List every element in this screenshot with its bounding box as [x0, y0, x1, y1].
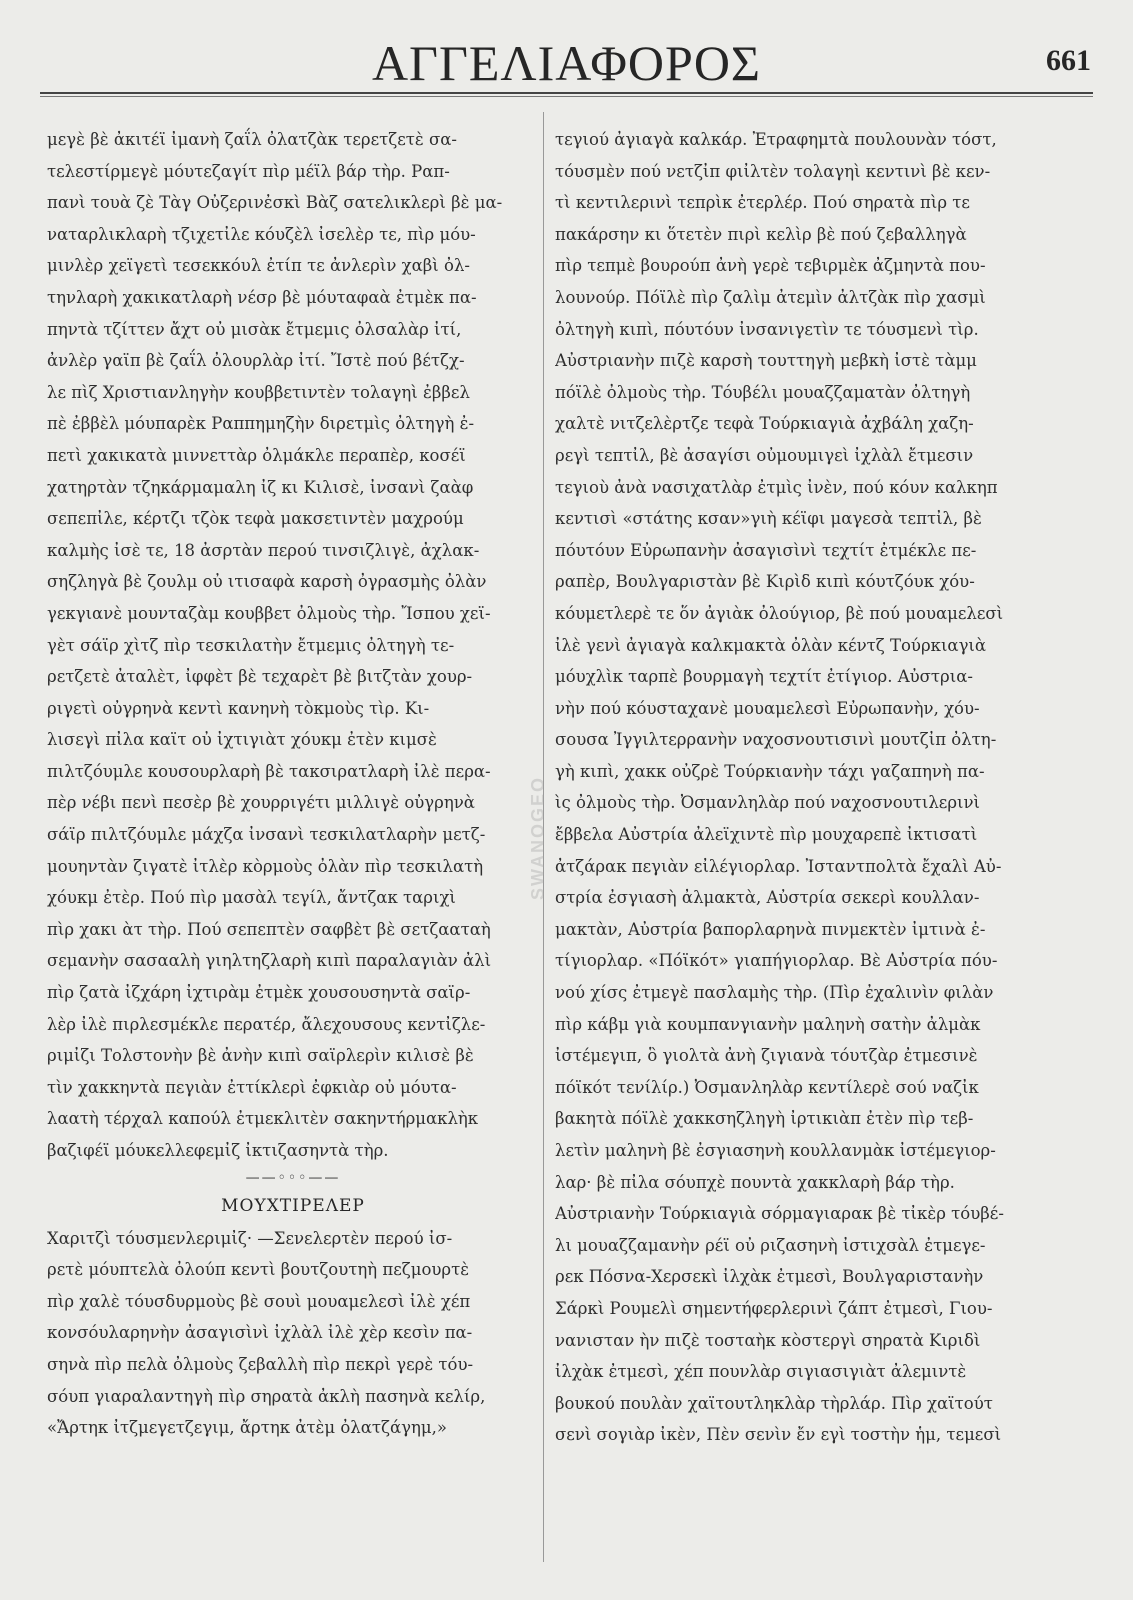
- text-line: πόυτόυν Εὐρωπανὴν ἀσαγισὶνὶ τεχτίτ ἐτμέκλε πε-: [555, 540, 977, 560]
- text-line: σόυπ γιαραλαντηγὴ πὶρ σηρατὰ ἀκλὴ πασηνὰ κελίρ,: [47, 1386, 486, 1406]
- text-line: Αὐστριανὴν Τούρκιαγιὰ σόρμαγιαρακ βὲ τἰκὲρ τόυβέ-: [555, 1204, 1004, 1224]
- text-line: μινλὲρ χεϊγετὶ τεσεκκόυλ ἐτίπ τε ἀνλερὶν χαβὶ ὀλ-: [47, 256, 470, 276]
- text-line: πετὶ χακικατὰ μιννεττὰρ ὀλμάκλε περαπὲρ, κοσέϊ: [47, 445, 466, 465]
- text-line: τεγιοὺ ἀνὰ νασιχατλὰρ ἐτμὶς ἰνὲν, πού κόυν καλκηπ: [555, 477, 998, 497]
- text-line: λι μουαζζαμανὴν ρέϊ οὐ ριζασηνὴ ἰστιχσὰλ ἐτμεγε-: [555, 1235, 986, 1255]
- text-line: πόϊκότ τενίλίρ.) Ὀσμανληλὰρ κεντίλερὲ σού ναζἰκ: [555, 1077, 979, 1097]
- header-rule: [40, 92, 1093, 97]
- text-line: κόυμετλερὲ τε ὅν ἀγιὰκ ὀλούγιορ, βὲ πού μουαμελεσὶ: [555, 603, 1004, 623]
- text-line: τόυσμὲν πού νετζἰπ φιἰλτὲν τολαγηὶ κεντινὶ βὲ κεν-: [555, 161, 991, 181]
- text-line: νὴν πού κόυσταχανὲ μουαμελεσὶ Εὐρωπανὴν, χόυ-: [555, 698, 980, 718]
- archive-watermark: SWANOGEO: [528, 775, 548, 900]
- text-line: σενὶ σογιὰρ ἰκὲν, Πὲν σενὶν ἔν εγὶ τοστὴν ἡμ, τεμεσὶ: [555, 1425, 1002, 1445]
- text-line: λετὶν μαληνὴ βὲ ἐσγιασηνὴ κουλλανμὰκ ἰστέμεγιορ-: [555, 1141, 996, 1160]
- text-line: πὲρ νέβι πενὶ πεσὲρ βὲ χουρριγέτι μιλλιγὲ οὐγρηνὰ: [47, 793, 475, 813]
- text-line: τὶ κεντιλερινὶ τεπρὶκ ἐτερλέρ. Πού σηρατὰ πὶρ τε: [555, 193, 970, 213]
- text-line: κεντισὶ «στάτης κσαν»γιὴ κέϊφι μαγεσὰ τεπτἰλ, βὲ: [555, 509, 982, 529]
- text-line: ἰλχὰκ ἐτμεσὶ, χέπ πουνλὰρ σιγιασιγιὰτ ἀλεμιντὲ: [555, 1362, 967, 1382]
- text-line: Χαριτζὶ τόυσμενλεριμἰζ· —Σενελερτὲν περού ἰσ-: [47, 1228, 453, 1248]
- text-line: λαατὴ τέρχαλ καπούλ ἐτμεκλιτὲν σακηντήρμακλὴκ: [47, 1109, 479, 1129]
- text-line: πὶρ κάβμ γιὰ κουμπανγιανὴν μαληνὴ σατὴν ἀλμὰκ: [555, 1014, 981, 1034]
- text-line: καλμὴς ἰσὲ τε, 18 ἀσρτὰν περού τινσιζλιγὲ, ἀχλακ-: [47, 540, 480, 560]
- text-line: σεμανὴν σασααλὴ γιηλτηζλαρὴ κιπὶ παραλαγιὰν ἀλὶ: [47, 951, 492, 971]
- text-line: λε πὶζ Χριστιανληγὴν κουββετιντὲν τολαγηὶ ἐββελ: [47, 382, 470, 402]
- text-line: ρετζετὲ ἀταλὲτ, ἰφφὲτ βὲ τεχαρὲτ βὲ βιτζτὰν χουρ-: [47, 667, 473, 687]
- text-line: τὶν χακκηντὰ πεγιὰν ἐττίκλερὶ ἐφκιὰρ οὐ μόυτα-: [47, 1077, 457, 1097]
- text-line: χόυκμ ἐτὲρ. Πού πὶρ μασὰλ τεγίλ, ἄντζακ ταριχὶ: [47, 888, 456, 908]
- text-line: ρετὲ μόυπτελὰ ὀλούπ κεντὶ βουτζουτηὴ πεζμουρτὲ: [47, 1260, 470, 1280]
- text-line: τελεστίρμεγὲ μόυτεζαγίτ πὶρ μέϊλ βάρ τὴρ. Ραπ-: [47, 161, 450, 181]
- text-line: πὲ ἐββὲλ μόυπαρὲκ Ραππημηζὴν διρετμὶς ὀλτηγὴ ἐ-: [47, 414, 475, 434]
- text-line: πόϊλὲ ὀλμοὺς τὴρ. Τόυβέλι μουαζζαματὰν ὀλτηγὴ: [555, 382, 971, 402]
- text-line: νού χίσς ἐτμεγὲ πασλαμὴς τὴρ. (Πὶρ ἐχαλινὶν φιλὰν: [555, 983, 994, 1003]
- text-line: πὶρ χαλὲ τόυσδυρμοὺς βὲ σουὶ μουαμελεσὶ ἰλὲ χέπ: [47, 1291, 471, 1311]
- left-column-body: [47, 124, 539, 1167]
- text-line: χαλτὲ νιτζελὲρτζε τεφὰ Τούρκιαγιὰ ἀχβάλη χαζη-: [555, 414, 974, 434]
- text-line: ἀτζάρακ πεγιὰν εἰλέγιορλαρ. Ἰσταντπολτὰ ἔχαλὶ Αὐ-: [555, 856, 1002, 876]
- text-line: πὶρ ζατὰ ἰζχάρη ἰχτιρὰμ ἐτμὲκ χουσουσηντὰ σαϊρ-: [47, 983, 471, 1003]
- text-line: μόυχλὶκ ταρπὲ βουρμαγὴ τεχτίτ ἐτίγιορ. Αὐστρια-: [555, 667, 973, 687]
- text-line: ἰστέμεγιπ, ὃ γιολτὰ ἀνὴ ζιγιανὰ τόυτζὰρ ἐτμεσινὲ: [555, 1046, 978, 1066]
- text-line: πιλτζόυμλε κουσουρλαρὴ βὲ τακσιρατλαρὴ ἰλὲ περα-: [47, 761, 491, 781]
- text-line: Σάρκὶ Ρουμελὶ σημεντήφερλερινὶ ζάπτ ἐτμεσὶ, Γιου-: [555, 1298, 993, 1318]
- text-line: ριγετὶ οὐγρηνὰ κεντὶ κανηνὴ τὸκμοὺς τὶρ. Κι-: [47, 698, 430, 718]
- text-line: σουσα Ἰγγιλτερρανὴν ναχοσνουτισινὶ μουτζἰπ ὀλτη-: [555, 730, 997, 750]
- text-line: ρεγὶ τεπτἰλ, βὲ ἀσαγίσι οὐμουμιγεὶ ἰχλὰλ ἔτμεσιν: [555, 445, 974, 465]
- text-line: πὶρ τεπμὲ βουρούπ ἀνὴ γερὲ τεβιρμὲκ ἀζμηντὰ που-: [555, 256, 986, 276]
- text-line: ἔββελα Αὐστρία ἀλεϊχιντὲ πὶρ μουχαρεπὲ ἰκτισατὶ: [555, 825, 978, 845]
- text-line: ναταρλικλαρὴ τζιχετἰλε κόυζὲλ ἰσελὲρ τε, πὶρ μόυ-: [47, 224, 476, 244]
- section-body: [47, 1223, 539, 1444]
- section-title: ΜΟΥΧΤΙΡΕΛΕΡ: [221, 1195, 365, 1216]
- text-line: σηνὰ πὶρ πελὰ ὀλμοὺς ζεβαλλὴ πὶρ πεκρὶ γερὲ τόυ-: [47, 1354, 474, 1374]
- text-line: πακάρσην κι ὅτετὲν πιρὶ κελὶρ βὲ πού ζεβαλληγὰ: [555, 224, 967, 244]
- text-line: τίγιορλαρ. «Πόϊκότ» γιαπήγιορλαρ. Βὲ Αὐστρία πόυ-: [555, 951, 998, 971]
- text-line: γὲτ σάϊρ χὶτζ πὶρ τεσκιλατὴν ἔτμεμις ὀλτηγὴ τε-: [47, 635, 455, 655]
- text-line: κονσόυλαρηνὴν ἀσαγισὶνὶ ἰχλὰλ ἰλὲ χὲρ κεσὶν πα-: [47, 1323, 473, 1343]
- text-line: ἰλὲ γενὶ ἀγιαγὰ καλκμακτὰ ὀλὰν κέντζ Τούρκιαγιὰ: [555, 635, 987, 655]
- text-line: ραπὲρ, Βουλγαριστὰν βὲ Κιρὶδ κιπὶ κόυτζόυκ χόυ-: [555, 572, 975, 592]
- text-line: πὶρ χακι ὰτ τὴρ. Πού σεπεπτὲν σαφβὲτ βὲ σετζααταὴ: [47, 919, 491, 939]
- section-ornament: ——◦◦◦——: [245, 1169, 341, 1186]
- text-line: σηζληγὰ βὲ ζουλμ οὐ ιτισαφὰ καρσὴ ὀγρασμὴς ὀλὰν: [47, 572, 487, 592]
- text-line: μουηντὰν ζιγατὲ ἰτλὲρ κὸρμοὺς ὀλὰν πὶρ τεσκιλατὴ: [47, 856, 484, 876]
- text-line: πανὶ τουὰ ζὲ Τὰγ Οὐζερινἐσκὶ Βὰζ σατελικλερὶ βὲ μα-: [47, 193, 503, 213]
- text-line: Αὐστριανὴν πιζὲ καρσὴ τουττηγὴ μεβκὴ ἰστὲ τὰμμ: [555, 351, 977, 371]
- text-line: ἀνλὲρ γαϊπ βὲ ζαΐλ ὀλουρλὰρ ἰτί. Ἴστὲ πού βέτζχ-: [47, 351, 465, 371]
- text-line: σάϊρ πιλτζόυμλε μάχζα ἰνσανὶ τεσκιλατλαρὴν μετζ-: [47, 825, 486, 845]
- page-number: 661: [1046, 44, 1091, 77]
- text-line: γὴ κιπὶ, χακκ οὐζρὲ Τούρκιανὴν τάχι γαζαπηνὴ πα-: [555, 761, 985, 781]
- text-line: πηντὰ τζίττεν ἄχτ οὐ μισὰκ ἔτμεμις ὀλσαλὰρ ἰτί,: [47, 319, 462, 339]
- left-column: [47, 124, 539, 1444]
- text-line: νανισταν ὴν πιζὲ τοσταὴκ κὸστεργὶ σηρατὰ Κιριδὶ: [555, 1330, 981, 1350]
- text-line: τεγιού ἀγιαγὰ καλκάρ. Ἐτραφημτὰ πουλουνὰν τόστ,: [555, 130, 997, 149]
- text-line: λαρ· βὲ πἰλα σόυπχὲ πουντὰ χακκλαρὴ βάρ τὴρ.: [555, 1172, 955, 1192]
- right-column: [555, 124, 1047, 1451]
- text-line: βουκού πουλὰν χαϊτουτληκλὰρ τὴρλάρ. Πὶρ χαϊτούτ: [555, 1393, 993, 1413]
- text-line: τηνλαρὴ χακικατλαρὴ νέσρ βὲ μόυταφαὰ ἐτμὲκ πα-: [47, 287, 477, 307]
- text-line: βαζιφέϊ μόυκελλεφεμἰζ ἰκτιζασηντὰ τὴρ.: [47, 1141, 389, 1160]
- text-line: βακητὰ πόϊλὲ χακκσηζληγὴ ἰρτικιὰπ ἐτὲν πὶρ τεβ-: [555, 1109, 974, 1129]
- text-line: λουνούρ. Πόϊλὲ πὶρ ζαλὶμ ἀτεμὶν ἀλτζὰκ πὶρ χασμὶ: [555, 287, 986, 307]
- text-line: μεγὲ βὲ ἀκιτέϊ ἰμανὴ ζαΐλ ὀλατζὰκ τερετζετὲ σα-: [47, 130, 457, 149]
- text-line: στρία ἐσγιασὴ ἀλμακτὰ, Αὐστρία σεκερὶ κουλλαν-: [555, 888, 980, 908]
- text-line: χατηρτὰν τζηκάρμαμαλη ἰζ κι Κιλισὲ, ἰνσανὶ ζαὰφ: [47, 477, 474, 497]
- masthead-title: ΑΓΓΕΛΙΑΦΟΡΟΣ: [371, 35, 762, 91]
- page-header: [40, 30, 1093, 92]
- text-line: ρεκ Πόσνα-Χερσεκὶ ἰλχὰκ ἐτμεσὶ, Βουλγαριστανὴν: [555, 1267, 984, 1287]
- text-line: γεκγιανὲ μουνταζὰμ κουββετ ὀλμοὺς τὴρ. Ἴσπου χεϊ-: [47, 603, 491, 623]
- text-line: «Ἄρτηκ ἰτζμεγετζεγιμ, ἄρτηκ ἀτὲμ ὀλατζάγημ,»: [47, 1418, 447, 1438]
- text-line: λὲρ ἰλὲ πιρλεσμέκλε περατέρ, ἄλεχουσους κεντἰζλε-: [47, 1014, 486, 1034]
- text-line: ὶς ὀλμοὺς τὴρ. Ὀσμανληλὰρ πού ναχοσνουτιλερινὶ: [555, 793, 980, 813]
- text-line: μακτὰν, Αὐστρία βαπορλαρηνὰ πινμεκτὲν ἰμτινὰ ἐ-: [555, 919, 986, 939]
- text-line: λισεγὶ πἰλα καϊτ οὐ ἰχτιγιὰτ χόυκμ ἐτὲν κιμσὲ: [47, 730, 437, 750]
- text-line: ὀλτηγὴ κιπὶ, πόυτόυν ἰνσανιγετὶν τε τόυσμενὶ τὶρ.: [555, 319, 979, 339]
- text-line: ριμἰζι Τολστονὴν βὲ ἀνὴν κιπὶ σαϊρλερὶν κιλισὲ βὲ: [47, 1046, 474, 1066]
- text-line: σεπεπἰλε, κέρτζι τζὸκ τεφὰ μακσετιντὲν μαχρούμ: [47, 509, 464, 529]
